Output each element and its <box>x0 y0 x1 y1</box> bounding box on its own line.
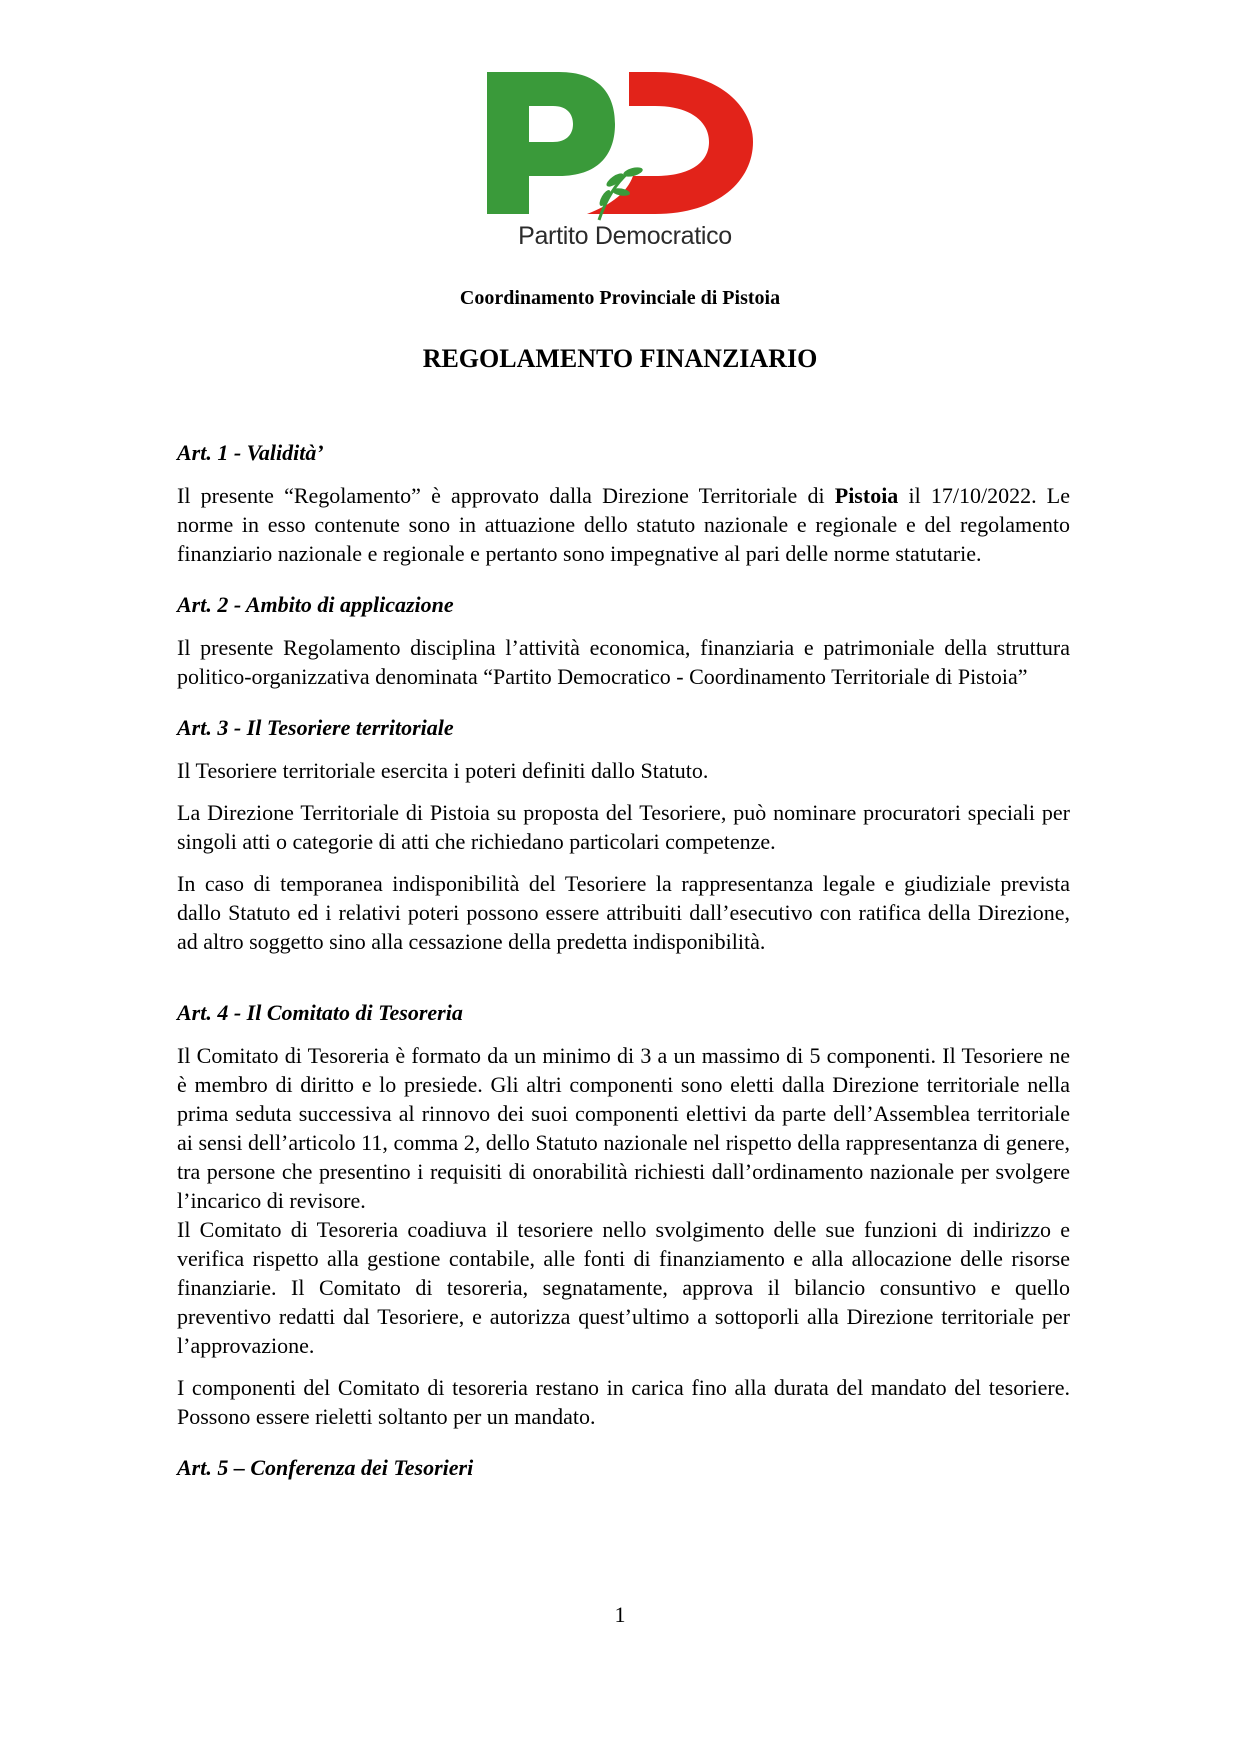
article-title: Art. 1 - Validità’ <box>177 440 324 465</box>
article-paragraph: Il presente Regolamento disciplina l’attività economica, finanziaria e patrimoniale della struttura politico-organizzativa denominata “Partito Democratico - Coordinamento Territoriale di Pistoia” <box>177 635 1070 689</box>
document-body <box>177 438 1070 1496</box>
emphasis-text: Pistoia <box>834 483 899 508</box>
article-paragraph: Il presente “Regolamento” è approvato dalla Direzione Territoriale di Pistoia il 17/10/2022. Le norme in esso contenute sono in attuazione dello statuto nazionale e regionale e del regolamento finanziario nazionale e regionale e pertanto sono impegnative al pari delle norme statutarie. <box>177 483 1071 566</box>
logo-wordmark: Partito Democratico <box>518 222 732 250</box>
article-title: Art. 5 – Conferenza dei Tesorieri <box>177 1455 474 1480</box>
article-title: Art. 4 - Il Comitato di Tesoreria <box>177 1000 463 1025</box>
article-title: Art. 3 - Il Tesoriere territoriale <box>177 715 454 740</box>
article-paragraph: Il Tesoriere territoriale esercita i poteri definiti dallo Statuto. <box>177 758 709 783</box>
article-title: Art. 2 - Ambito di applicazione <box>177 592 454 617</box>
pd-logo-icon <box>487 72 753 222</box>
article-paragraph: Il Comitato di Tesoreria è formato da un minimo di 3 a un massimo di 5 componenti. Il Tesoriere ne è membro di diritto e lo presiede. Gli altri componenti sono eletti dalla Direzione territoriale nella prima seduta successiva al rinnovo dei suoi componenti elettivi da parte dell’Assemblea territoriale ai sensi dell’articolo 11, comma 2, dello Statuto nazionale nel rispetto della rappresentanza di genere, tra persone che presentino i requisiti di onorabilità richiesti dall’ordinamento nazionale per svolgere l’incarico di revisore. <box>177 1043 1070 1213</box>
article-paragraph: Il Comitato di Tesoreria coadiuva il tesoriere nello svolgimento delle sue funzioni di indirizzo e verifica rispetto alla gestione contabile, alle fonti di finanziamento e alla allocazione delle risorse finanziarie. Il Comitato di tesoreria, segnatamente, approva il bilancio consuntivo e quello preventivo redatti dal Tesoriere, e autorizza quest’ultimo a sottoporli alla Direzione territoriale per l’approvazione. <box>177 1217 1070 1358</box>
document-subtitle: Coordinamento Provinciale di Pistoia <box>459 287 781 309</box>
article-paragraph: In caso di temporanea indisponibilità del Tesoriere la rappresentanza legale e giudiziale prevista dallo Statuto ed i relativi poteri possono essere attribuiti dall’esecutivo con ratifica della Direzione, ad altro soggetto sino alla cessazione della predetta indisponibilità. <box>177 871 1070 954</box>
article-paragraph: I componenti del Comitato di tesoreria restano in carica fino alla durata del mandato del tesoriere. Possono essere rieletti soltanto per un mandato. <box>177 1375 1070 1429</box>
article-paragraph: La Direzione Territoriale di Pistoia su proposta del Tesoriere, può nominare procuratori speciali per singoli atti o categorie di atti che richiedano particolari competenze. <box>177 800 1070 854</box>
party-logo <box>487 72 753 264</box>
page-number: 1 <box>614 1602 626 1627</box>
document-title: REGOLAMENTO FINANZIARIO <box>422 344 818 373</box>
letter-p-shape <box>487 72 615 214</box>
